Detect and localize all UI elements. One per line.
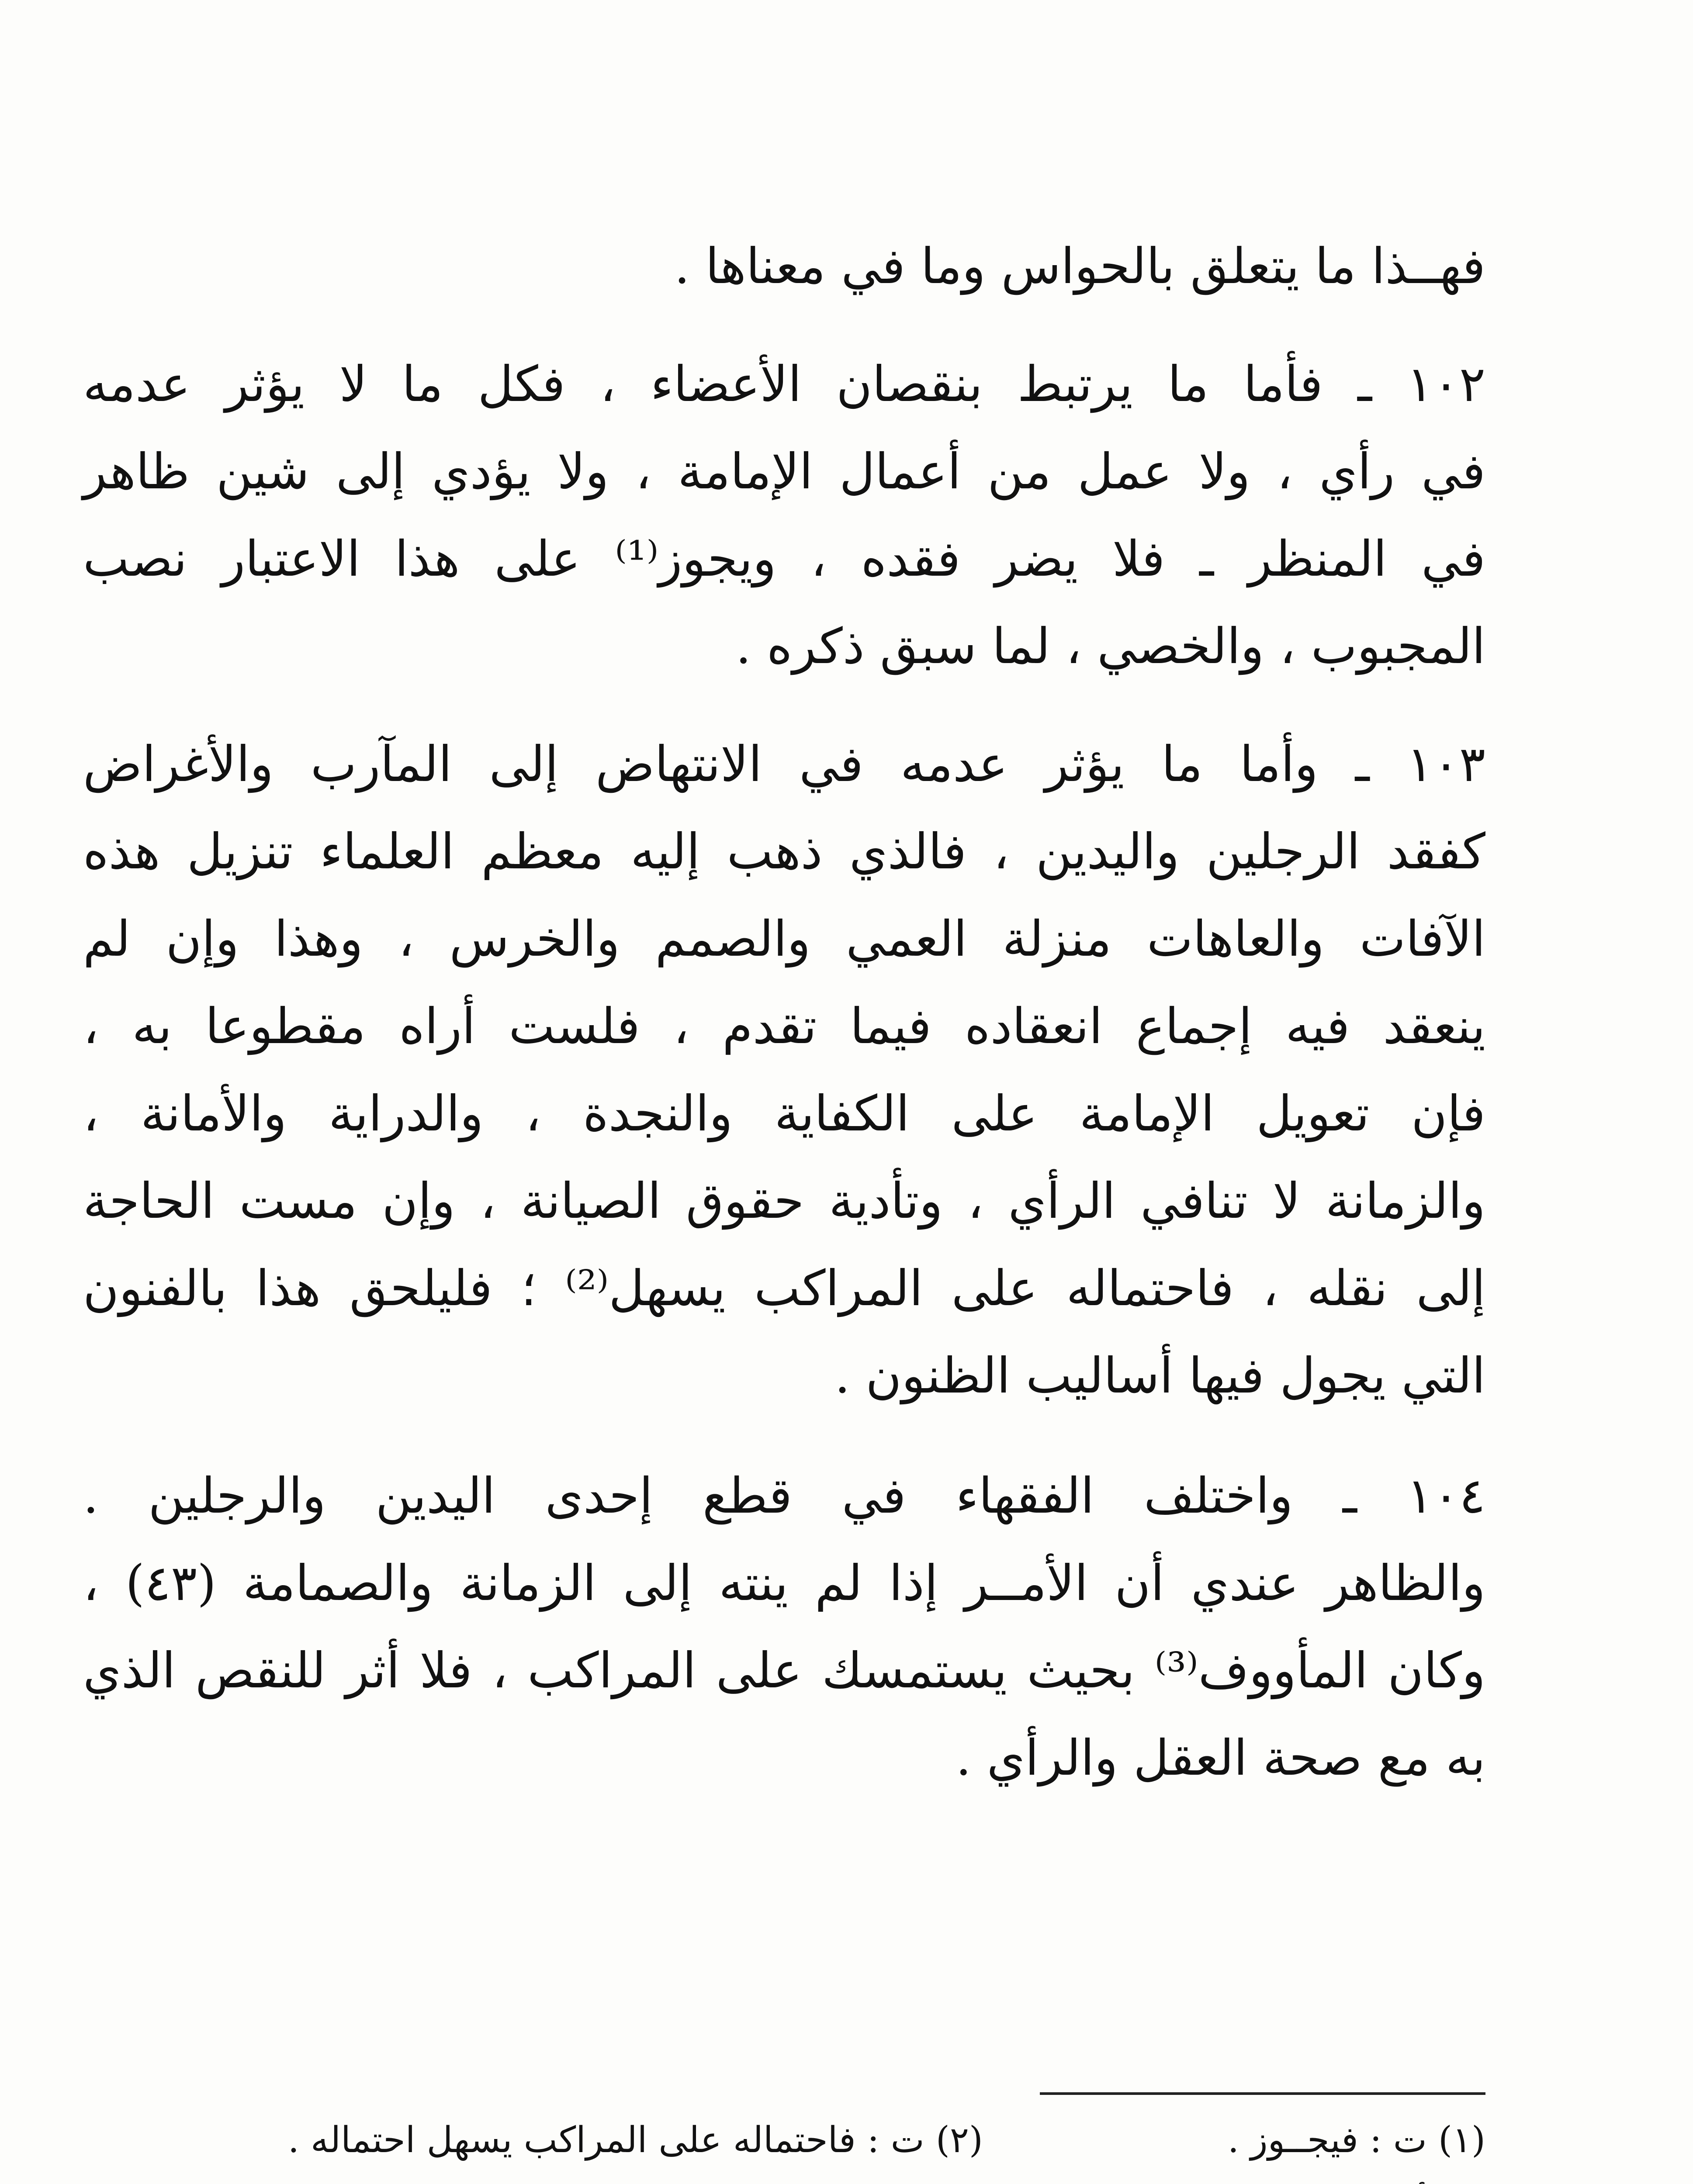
footnote-row-2	[83, 2180, 1485, 2184]
body-line-1: فهــذا ما يتعلق بالحواس وما في معناها .	[674, 238, 1485, 295]
body-line-6: ١٠٣ ـ وأما ما يؤثر عدمه في الانتهاض إلى المآرب والأغراض	[83, 736, 1485, 793]
body-line-5: المجبوب ، والخصي ، لما سبق ذكره .	[735, 618, 1485, 675]
body-line-4: في المنظر ـ فلا يضر فقده ، ويجوز⁽¹⁾ على هذا الاعتبار نصب	[83, 531, 1486, 587]
footnote-separator	[1040, 2092, 1485, 2095]
body-line-11: والزمانة لا تنافي الرأي ، وتأدية حقوق الصيانة ، وإن مست الحاجة	[83, 1173, 1485, 1230]
body-line-2: ١٠٢ ـ فأما ما يرتبط بنقصان الأعضاء ، فكل ما لا يؤثر عدمه	[83, 356, 1486, 413]
body-line-7: كفقد الرجلين واليدين ، فالذي ذهب إليه معظم العلماء تنزيل هذه	[83, 823, 1485, 880]
body-line-10: فإن تعويل الإمامة على الكفاية والنجدة ، والدراية والأمانة ،	[83, 1085, 1485, 1142]
body-line-8: الآفات والعاهات منزلة العمي والصمم والخرس ، وهذا وإن لم	[83, 911, 1485, 968]
body-line-9: ينعقد فيه إجماع انعقاده فيما تقدم ، فلست أراه مقطوعا به ،	[83, 998, 1485, 1055]
footnote-2: (٢) ت : فاحتماله على المراكب يسهل احتماله .	[287, 2119, 983, 2161]
footnote-row-1	[83, 2114, 1485, 2167]
body-line-17: به مع صحة العقل والرأي .	[956, 1730, 1485, 1787]
body-line-16: وكان المأووف⁽³⁾ بحيث يستمسك على المراكب ، فلا أثر للنقص الذي	[83, 1642, 1485, 1699]
body-line-12: إلى نقله ، فاحتماله على المراكب يسهل⁽²⁾ ؛ فليلحق هذا بالفنون	[83, 1260, 1486, 1317]
body-line-14: ١٠٤ ـ واختلف الفقهاء في قطع إحدى اليدين والرجلين .	[83, 1468, 1485, 1524]
footnote-3	[1125, 2180, 1486, 2184]
footnote-1: (١) ت : فيجــوز .	[1227, 2119, 1485, 2161]
body-line-15: والظاهر عندي أن الأمــر إذا لم ينته إلى الزمانة والصمامة (٤٣) ،	[83, 1555, 1486, 1612]
body-line-3: في رأي ، ولا عمل من أعمال الإمامة ، ولا يؤدي إلى شين ظاهر	[83, 443, 1485, 500]
body-line-13: التي يجول فيها أساليب الظنون .	[834, 1348, 1485, 1404]
